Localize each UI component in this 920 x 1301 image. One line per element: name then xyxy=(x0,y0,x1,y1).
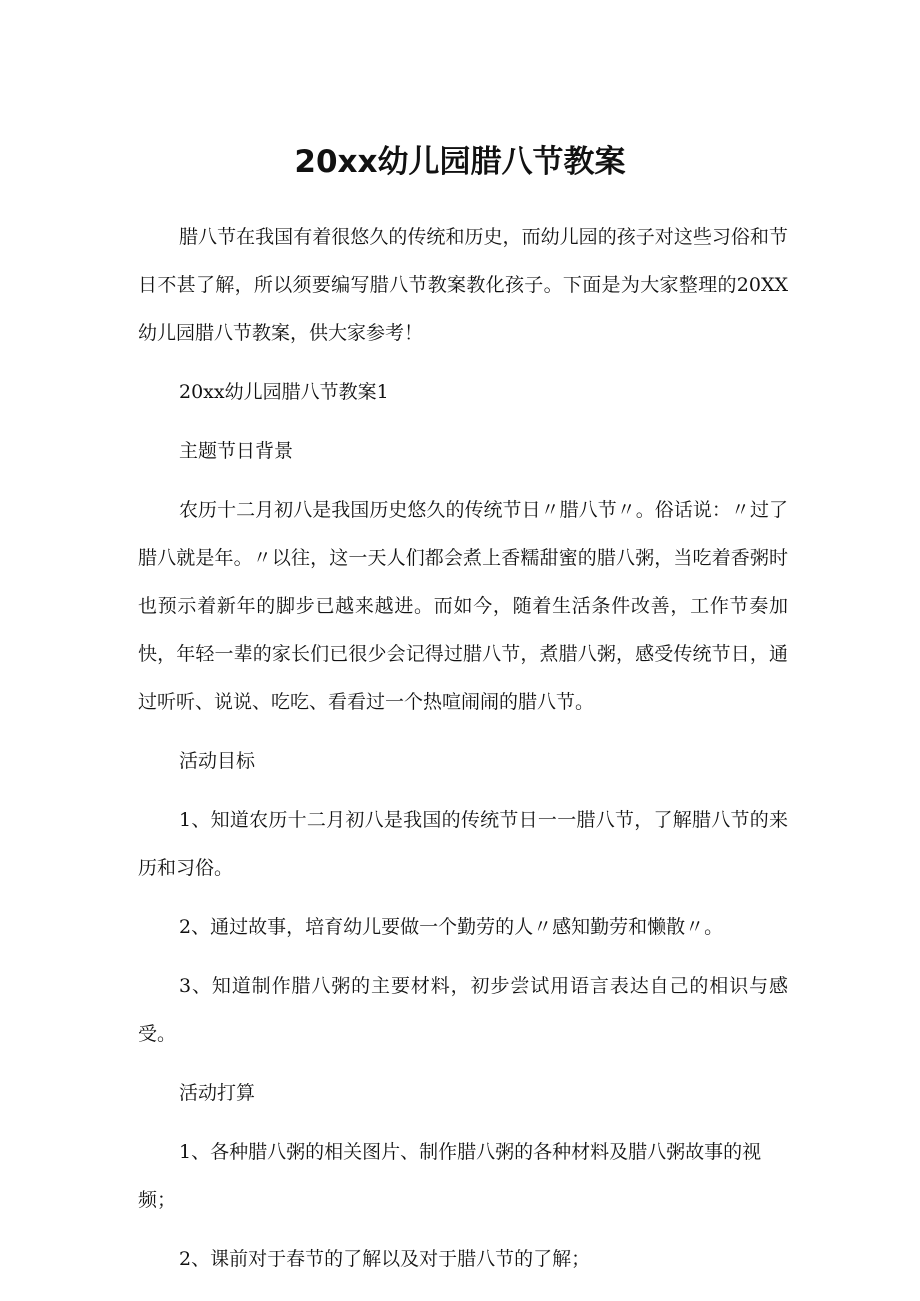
section-heading-lesson-1: 20xx幼儿园腊八节教案1 xyxy=(179,381,389,403)
section-heading-background: 主题节日背景 xyxy=(179,440,294,462)
preparation-item-1: 1、各种腊八粥的相关图片、制作腊八粥的各种材料及腊八粥故事的视频； xyxy=(138,1141,762,1211)
document-title: 20xx幼儿园腊八节教案 xyxy=(294,144,626,180)
document-body xyxy=(138,213,788,1294)
background-paragraph: 农历十二月初八是我国历史悠久的传统节日〃腊八节〃。俗话说：〃过了腊八就是年。〃以往，这一天人们都会煮上香糯甜蜜的腊八粥，当吃着香粥时也预示着新年的脚步已越来越进。而如今，随着生活条件改善，工作节奏加快，年轻一辈的家长们已很少会记得过腊八节，煮腊八粥，感受传统节日，通过听听、说说、吃吃、看看过一个热喧闹闹的腊八节。 xyxy=(138,499,788,713)
intro-paragraph: 腊八节在我国有着很悠久的传统和历史，而幼儿园的孩子对这些习俗和节日不甚了解，所以须要编写腊八节教案教化孩子。下面是为大家整理的20XX幼儿园腊八节教案，供大家参考！ xyxy=(138,226,788,344)
goal-item-1: 1、知道农历十二月初八是我国的传统节日一一腊八节，了解腊八节的来历和习俗。 xyxy=(138,809,788,879)
section-heading-preparation: 活动打算 xyxy=(179,1082,256,1104)
section-heading-goals: 活动目标 xyxy=(179,750,256,772)
preparation-item-2: 2、课前对于春节的了解以及对于腊八节的了解； xyxy=(179,1248,591,1270)
goal-item-2: 2、通过故事，培育幼儿要做一个勤劳的人〃感知勤劳和懒散〃。 xyxy=(179,916,724,938)
goal-item-3: 3、知道制作腊八粥的主要材料，初步尝试用语言表达自己的相识与感受。 xyxy=(138,975,788,1045)
